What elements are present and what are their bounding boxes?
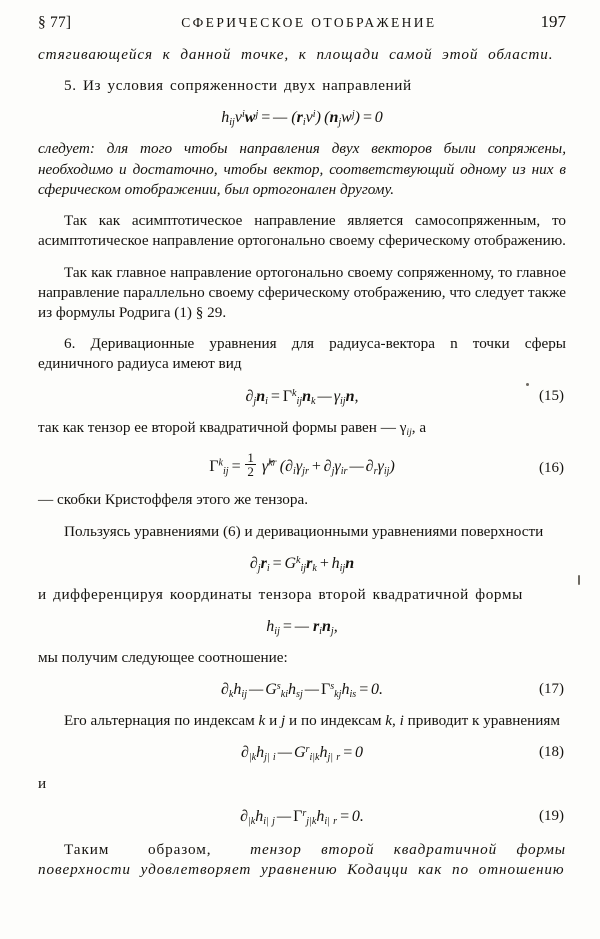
formula-17: $\partial_kh_{ij}$ — $G^s_{ki}h_{sj}$ — $\Gamma^s_{kj}h_{is} = 0$.: [221, 680, 383, 701]
paragraph-continued: стягивающейся к данной точке, к площади самой этой области.: [38, 46, 554, 63]
paragraph-item5-intro: 5. Из условия сопряженности двух направлений: [64, 77, 412, 95]
formula-16: $\Gamma^k_{ij}$ = $\frac{1}{2}$ γ̌$^{kr}$ ($\partial_i\gamma_{jr} + \partial_j\gamma_{ir}$ — $\partial_r\gamma_{ij}$): [209, 449, 395, 480]
formula-17-number: (17): [539, 681, 564, 698]
paragraph-conclusion-italic: тензор второй квадратичной формы поверхности удовлетворяет уравнению Кодацци как по отношению: [38, 840, 566, 878]
formula-15: $\partial_jn_i = \Gamma^k_{ij}n_k$ — $\gamma_{ij}n$,: [245, 387, 359, 407]
paragraph-since-tensor: так как тензор ее второй квадратичной формы равен — $\gamma_{ij}$, а: [38, 418, 427, 438]
formula-15-row: [38, 388, 566, 406]
page-number: 197: [540, 12, 566, 31]
formula-derivational-row: [38, 555, 566, 573]
formula-19-number: (19): [539, 807, 564, 824]
formula-conjugacy-row: [38, 109, 566, 127]
paragraph-differentiating: и дифференцируя координаты тензора второй квадратичной формы: [38, 585, 523, 603]
formula-17-row: [38, 681, 566, 699]
paragraph-using: Пользуясь уравнениями (6) и деривационными уравнениями поверхности: [64, 522, 544, 540]
page-speck-1: [526, 383, 529, 386]
formula-19-row: [38, 808, 566, 826]
paragraph-asymptotic: Так как асимптотическое направление является самосопряженным, то асимптотическое направление ортогонально своему сферическому отображению.: [38, 212, 566, 250]
formula-18-row: [38, 744, 566, 762]
formula-conjugacy: $h_{ij}v^iw^j$ = — $(r_iv^i) (n_jw^j) = 0$: [221, 109, 383, 129]
running-head: [38, 12, 566, 32]
running-head-section: § 77]: [38, 14, 72, 31]
formula-18: $\partial_{|k}h_{j|}$ $_i$ — $G^r_{i|k}h_{j|}$ $_r$ = 0: [240, 744, 364, 764]
paragraph-follows: следует: для того чтобы направления двух векторов были сопряжены, необходимо и достаточно, чтобы вектор, соответствующий одному из них в сферическом отображении, был ортогонален другому.: [38, 140, 566, 198]
formula-derivational: $\partial_jr_i = G^k_{ij}r_k + h_{ij}n$: [249, 554, 355, 574]
paragraph-christoffel: — скобки Кристоффеля этого же тензора.: [38, 491, 309, 509]
formula-19: $\partial_{|k}h_{i|}$ $_j$ — $\Gamma^r_{j|k}h_{i|}$ $_r$ = 0.: [240, 807, 364, 827]
paragraph-we-get: мы получим следующее соотношение:: [38, 649, 288, 666]
paragraph-conjunction-and: и: [38, 775, 47, 793]
paragraph-alternation: Его альтернация по индексам k и j и по индексам k, i приводит к уравнениям: [64, 712, 561, 730]
formula-16-row: [38, 451, 566, 479]
paragraph-conclusion: Таким образом, тензор второй квадратичной формы поверхности удовлетворяет уравнению Кодацци как по отношению: [38, 840, 566, 878]
paragraph-item6-intro: 6. Деривационные уравнения для радиуса-вектора n точки сферы единичного радиуса имеют вид: [38, 335, 566, 373]
formula-hij: $h_{ij}$ = — $r_in_j$,: [266, 618, 338, 638]
formula-hij-row: [38, 618, 566, 636]
formula-15-number: (15): [539, 387, 564, 404]
page-speck-2: [578, 575, 580, 585]
page-content: [38, 0, 566, 880]
formula-16-number: (16): [539, 460, 564, 477]
formula-18-number: (18): [539, 744, 564, 761]
paragraph-principal: Так как главное направление ортогонально своему сопряженному, то главное направление параллельно своему сферическому отображению, что следует также из формулы Родрига (1) § 29.: [38, 263, 566, 321]
running-head-title: СФЕРИЧЕСКОЕ ОТОБРАЖЕНИЕ: [181, 15, 437, 30]
